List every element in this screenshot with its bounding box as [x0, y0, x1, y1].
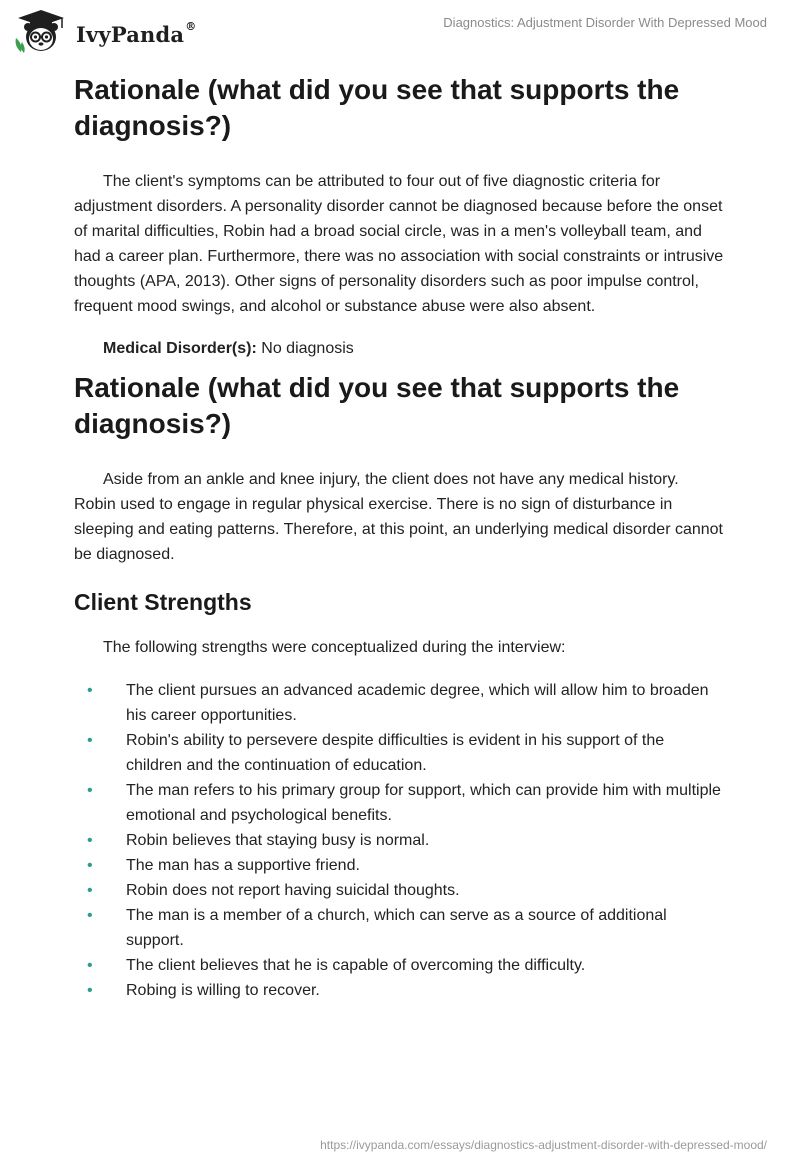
strengths-list [74, 678, 724, 1003]
bullet-icon: • [87, 957, 93, 974]
list-item-text: Robing is willing to recover. [126, 982, 320, 999]
list-item [0, 728, 724, 778]
list-item-text: The client pursues an advanced academic degree, which will allow him to broaden his career opportunities. [126, 682, 709, 724]
medical-disorder-line [74, 336, 724, 361]
rationale-paragraph-1: The client's symptoms can be attributed to four out of five diagnostic criteria for adjustment disorders. A personality disorder cannot be diagnosed because before the onset of marital difficulties, Robin had a broad social circle, was in a men's volleyball team, and had a career plan. Furthermore, there was no association with social constraints or intrusive thoughts (APA, 2013). Other signs of personality disorders such as poor impulse control, frequent mood swings, and alcohol or substance abuse were also absent. [74, 173, 724, 315]
bullet-icon: • [87, 782, 93, 799]
list-item [0, 828, 724, 853]
list-item [0, 978, 724, 1003]
page-header [0, 0, 800, 60]
list-item-text: Robin's ability to persevere despite difficulties is evident in his support of the children and the continuation of education. [126, 732, 665, 774]
bullet-icon: • [87, 907, 93, 924]
rationale-heading-2: Rationale (what did you see that supports the diagnosis?) [74, 372, 680, 439]
essay-content [74, 72, 724, 1003]
client-strengths-heading: Client Strengths [74, 589, 252, 615]
source-url-link[interactable]: https://ivypanda.com/essays/diagnostics-adjustment-disorder-with-depressed-mood/ [320, 1138, 767, 1152]
list-item-text: The man is a member of a church, which can serve as a source of additional support. [126, 907, 667, 949]
list-item [0, 778, 724, 828]
strengths-intro: The following strengths were conceptualized during the interview: [103, 639, 566, 656]
bullet-icon: • [87, 832, 93, 849]
document-title: Diagnostics: Adjustment Disorder With Depressed Mood [443, 15, 767, 30]
list-item [0, 953, 724, 978]
list-item-text: The man has a supportive friend. [126, 857, 360, 874]
rationale-heading-1: Rationale (what did you see that supports the diagnosis?) [74, 74, 680, 141]
panda-graduate-icon [12, 8, 70, 54]
list-item [0, 853, 724, 878]
list-item-text: The client believes that he is capable of overcoming the difficulty. [126, 957, 586, 974]
list-item [0, 678, 724, 728]
brand-name: IvyPanda® [76, 20, 197, 47]
list-item [0, 903, 724, 953]
bullet-icon: • [87, 882, 93, 899]
bullet-icon: • [87, 857, 93, 874]
ivypanda-logo[interactable] [12, 8, 252, 54]
medical-disorder-label: Medical Disorder(s): [103, 340, 257, 357]
list-item-text: Robin does not report having suicidal thoughts. [126, 882, 460, 899]
rationale-paragraph-2: Aside from an ankle and knee injury, the client does not have any medical history. Robin used to engage in regular physical exercise. There is no sign of disturbance in sleeping and eating patterns. Therefore, at this point, an underlying medical disorder cannot be diagnosed. [74, 471, 723, 563]
registered-mark: ® [185, 20, 197, 33]
bullet-icon: • [87, 982, 93, 999]
list-item-text: Robin believes that staying busy is normal. [126, 832, 430, 849]
bullet-icon: • [87, 682, 93, 699]
bullet-icon: • [87, 732, 93, 749]
list-item-text: The man refers to his primary group for support, which can provide him with multiple emotional and psychological benefits. [126, 782, 721, 824]
medical-disorder-value: No diagnosis [261, 340, 354, 357]
list-item [0, 878, 724, 903]
